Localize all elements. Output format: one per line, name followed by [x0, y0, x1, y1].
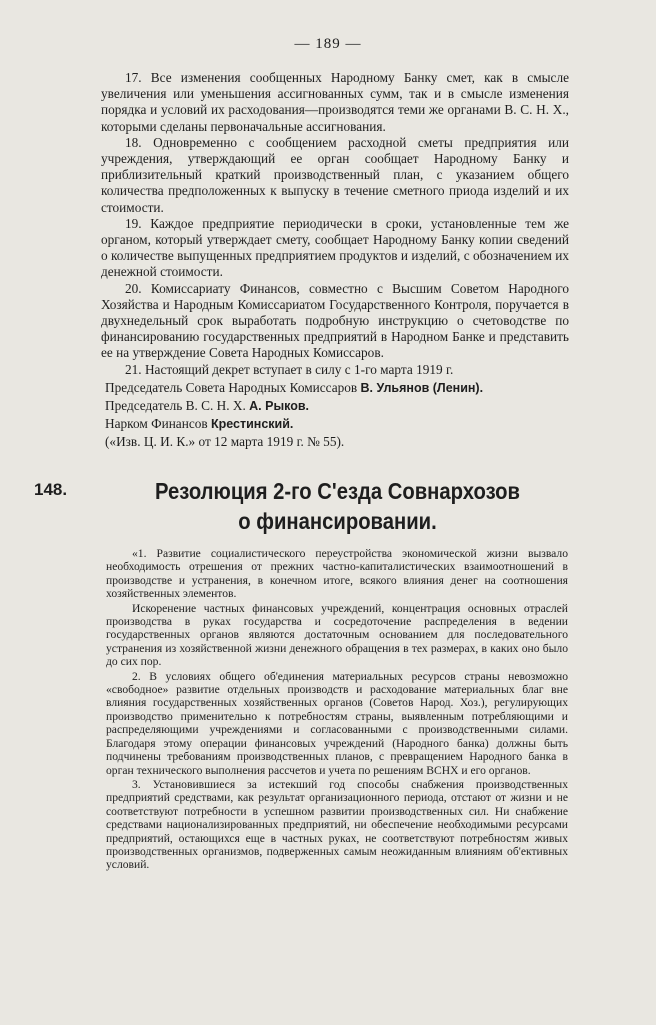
paragraph-17: 17. Все изменения сообщенных Народному Банку смет, как в смысле увеличения или уменьшения ассигнованных сумм, так и в смысле изменения порядка и условий их расходования—производятся теми же органами В. С. Н. Х., которыми сделаны первоначальные ассигнования.	[101, 70, 569, 134]
paragraph-18: 18. Одновременно с сообщением расходной сметы предприятия или учреждения, утверждающий ее орган сообщает Народному Банку и приблизительный краткий производственный план, с указанием общего количества предположенных к выпуску в течение сметного приода изделий и их стоимости.	[101, 134, 569, 215]
paragraph-19: 19. Каждое предприятие периодически в сроки, установленные тем же органом, который утверждает смету, сообщает Народному Банку копии сведений о количестве выпущенных предприятием продуктов и изделий, с обозначением их денежной стоимости.	[101, 215, 569, 280]
title-line-2: о финансировании.	[238, 508, 437, 534]
signature-role: Председатель Совета Народных Комиссаров	[105, 379, 358, 395]
paragraph-21: 21. Настоящий декрет вступает в силу с 1-го марта 1919 г.	[125, 361, 454, 377]
signature-name: Крестинский.	[210, 417, 294, 432]
title-line-1: Резолюция 2-го С'езда Совнархозов	[155, 478, 520, 504]
document-number: 148.	[34, 480, 68, 499]
source-citation: («Изв. Ц. И. К.» от 12 марта 1919 г. № 55).	[105, 434, 345, 450]
signature-line	[101, 398, 569, 414]
resolution-title	[129, 476, 547, 536]
signature-name: В. Ульянов (Ленин).	[360, 380, 484, 395]
signature-name: А. Рыков.	[249, 399, 310, 414]
paragraph-20: 20. Комиссариату Финансов, совместно с Высшим Советом Народного Хозяйства и Народным Комиссариатом Государственного Контроля, поручается в двухнедельный срок выработать подробную инструкцию о счетоводстве по финансированию государственных предприятий в Народном Банке и представить ее на утверждение Совета Народных Комиссаров.	[101, 280, 569, 361]
signature-role: Нарком Финансов	[105, 416, 208, 432]
page-number: — 189 —	[294, 36, 362, 52]
resolution-paragraph: 3. Установившиеся за истекший год способы снабжения производственных предприятий средствами, как результат организационного периода, отстают от жизни и не соответствуют потребности в успешном развитии производственных сил. Ни снабжение средствами национализированных предприятий, ни обеспечение необходимыми ресурсами предприятий, остающихся еще в частных руках, не соответствуют потребностям живых производственных организмов, подверженных самым неожиданным влияниям об'ективных условий.	[106, 777, 568, 872]
signature-role: Председатель В. С. Н. Х.	[105, 398, 246, 414]
resolution-text	[106, 547, 568, 873]
resolution-paragraph: Искоренение частных финансовых учреждений, концентрация основных отраслей производства в руках государства и сосредоточение распределения в ведении государственных органов являются достаточным основанием для последовательного устранения из хозяйственной жизни денежного обращения в тех размерах, в каких оно было до сих пор.	[106, 601, 568, 669]
decree-text	[101, 70, 569, 451]
resolution-paragraph: «1. Развитие социалистического переустройства экономической жизни вызвало необходимость отрешения от прежних частно-капиталистических взаимоотношений в производстве и устранения, в конечном итоге, всякого влияния денег на соотношения хозяйственных элементов.	[106, 547, 568, 601]
resolution-paragraph: 2. В условиях общего об'единения материальных ресурсов страны невозможно «свободное» развитие отдельных производств и расходование материальных благ вне влияния государственных хозяйственных органов (Советов Народ. Хоз.), регулирующих производство применительно к потребностям страны, выявленным потребляющими и распределяющими учреждениями и согласованными с производственными силами. Благодаря этому операции финансовых учреждений (Народного банка) должны быть подчинены требованиям производственных планов, с превращением Народного банка в орган технического выполнения рассчетов и учета по решениям ВСНХ и его органов.	[106, 669, 568, 777]
signature-line	[101, 380, 569, 396]
signature-line	[101, 416, 569, 432]
